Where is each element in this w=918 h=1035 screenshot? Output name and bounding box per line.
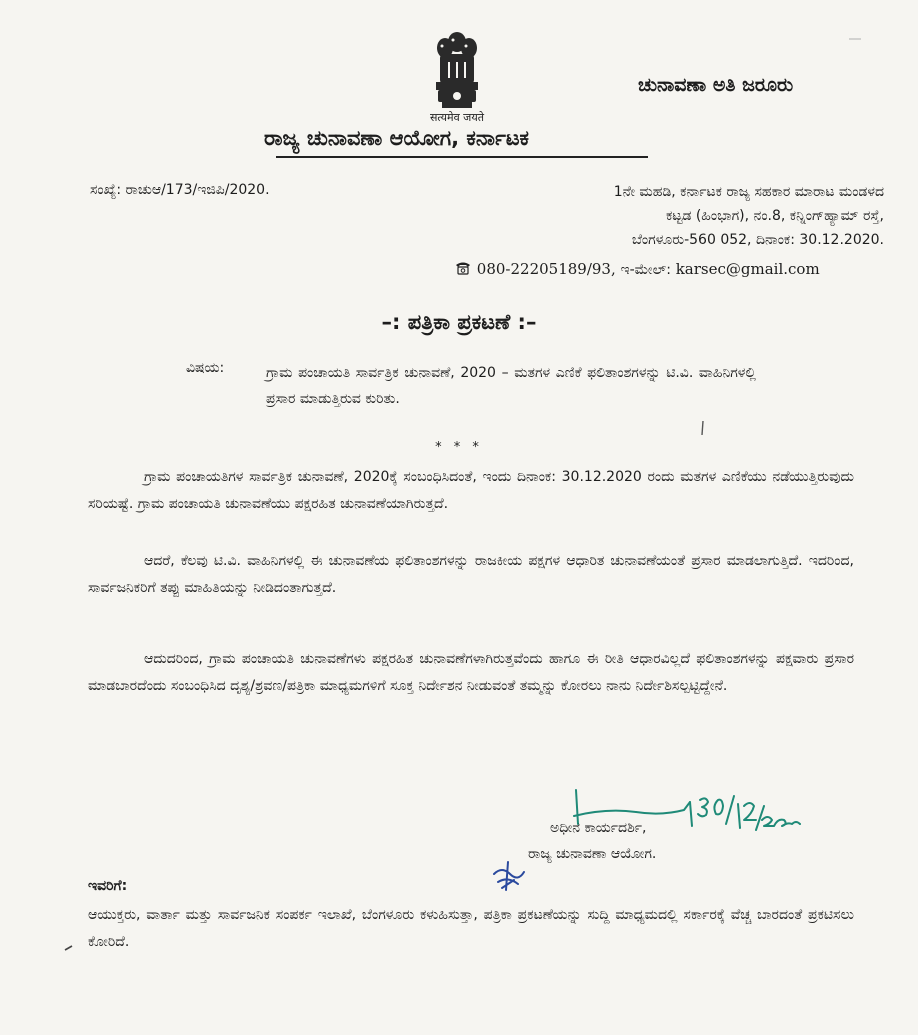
signatory-office: ರಾಜ್ಯ ಚುನಾವಣಾ ಆಯೋಗ. — [528, 846, 657, 862]
commission-name: ರಾಜ್ಯ ಚುನಾವಣಾ ಆಯೋಗ, ಕರ್ನಾಟಕ — [264, 126, 530, 150]
emblem-motto: सत्यमेव जयते — [429, 111, 484, 124]
email-label: ಇ-ಮೇಲ್: — [620, 262, 671, 278]
address-line-2: ಕಟ್ಟಡ (ಹಿಂಭಾಗ), ನಂ.8, ಕನ್ನಿಂಗ್‌ಹ್ಯಾಮ್ ರಸ್ತೆ, — [666, 208, 884, 224]
scan-mark — [64, 944, 74, 952]
office-address — [454, 180, 884, 252]
press-release-title: –: ಪತ್ರಿಕಾ ಪ್ರಕಟಣೆ :– — [381, 310, 537, 334]
reference-number: ಸಂಖ್ಯೆ: ರಾಚುಆ/173/ಇಜಿಪಿ/2020. — [90, 182, 270, 198]
section-separator: * * * — [435, 440, 483, 455]
recipients-label: ಇವರಿಗೆ: — [88, 878, 128, 894]
commission-underline — [276, 156, 648, 158]
phone-number: 080-22205189/93, — [476, 260, 616, 278]
signatory-designation: ಅಧೀನ ಕಾರ್ಯದರ್ಶಿ, — [550, 820, 647, 836]
body-paragraph-1: ಗ್ರಾಮ ಪಂಚಾಯತಿಗಳ ಸಾರ್ವತ್ರಿಕ ಚುನಾವಣೆ, 2020ಕ್ಕೆ ಸಂಬಂಧಿಸಿದಂತೆ, ಇಂದು ದಿನಾಂಕ: 30.12.2020 ರಂದು ಮತಗಳ ಎಣಿಕೆಯು ನಡೆಯುತ್ತಿರುವುದು ಸರಿಯಷ್ಟೆ. ಗ್ರಾಮ ಪಂಚಾಯತಿ ಚುನಾವಣೆಯು ಪಕ್ಷರಹಿತ ಚುನಾವಣೆಯಾಗಿರುತ್ತದೆ. — [88, 469, 854, 512]
scan-mark — [700, 420, 706, 436]
signature-icon — [566, 786, 802, 846]
urgent-label: ಚುನಾವಣಾ ಅತಿ ಜರೂರು — [638, 74, 794, 96]
address-line-3: ಬೆಂಗಳೂರು-560 052, ದಿನಾಂಕ: 30.12.2020. — [631, 232, 884, 248]
email-address: karsec@gmail.com — [675, 260, 820, 278]
subject-label: ವಿಷಯ: — [186, 360, 225, 376]
contact-line — [454, 260, 820, 278]
initials-icon — [488, 860, 528, 896]
state-emblem-icon — [418, 26, 496, 122]
scan-mark — [848, 36, 862, 42]
subject-text: ಗ್ರಾಮ ಪಂಚಾಯತಿ ಸಾರ್ವತ್ರಿಕ ಚುನಾವಣೆ, 2020 – ಮತಗಳ ಎಣಿಕೆ ಫಲಿತಾಂಶಗಳನ್ನು ಟಿ.ವಿ. ವಾಹಿನಿಗಳಲ್ಲಿ ಪ್ರಸಾರ ಮಾಡುತ್ತಿರುವ ಕುರಿತು. — [266, 365, 756, 407]
body-paragraph-3: ಆದುದರಿಂದ, ಗ್ರಾಮ ಪಂಚಾಯತಿ ಚುನಾವಣೆಗಳು ಪಕ್ಷರಹಿತ ಚುನಾವಣೆಗಳಾಗಿರುತ್ತವೆಂದು ಹಾಗೂ ಈ ರೀತಿ ಆಧಾರವಿಲ್ಲದೆ ಫಲಿತಾಂಶಗಳನ್ನು ಪಕ್ಷವಾರು ಪ್ರಸಾರ ಮಾಡಬಾರದೆಂದು ಸಂಬಂಧಿಸಿದ ದೃಶ್ಯ/ಶ್ರವಣ/ಪತ್ರಿಕಾ ಮಾಧ್ಯಮಗಳಿಗೆ ಸೂಕ್ತ ನಿರ್ದೇಶನ ನೀಡುವಂತೆ ತಮ್ಮನ್ನು ಕೋರಲು ನಾನು ನಿರ್ದೇಶಿಸಲ್ಪಟ್ಟಿದ್ದೇನೆ. — [88, 651, 854, 694]
body-paragraph-2: ಆದರೆ, ಕೆಲವು ಟಿ.ವಿ. ವಾಹಿನಿಗಳಲ್ಲಿ ಈ ಚುನಾವಣೆಯ ಫಲಿತಾಂಶಗಳನ್ನು ರಾಜಕೀಯ ಪಕ್ಷಗಳ ಆಧಾರಿತ ಚುನಾವಣೆಯಂತೆ ಪ್ರಸಾರ ಮಾಡಲಾಗುತ್ತಿದೆ. ಇದರಿಂದ, ಸಾರ್ವಜನಿಕರಿಗೆ ತಪ್ಪು ಮಾಹಿತಿಯನ್ನು ನೀಡಿದಂತಾಗುತ್ತದೆ. — [88, 553, 854, 596]
telephone-icon — [454, 261, 472, 275]
recipients-text: ಆಯುಕ್ತರು, ವಾರ್ತಾ ಮತ್ತು ಸಾರ್ವಜನಿಕ ಸಂಪರ್ಕ ಇಲಾಖೆ, ಬೆಂಗಳೂರು ಕಳುಹಿಸುತ್ತಾ, ಪತ್ರಿಕಾ ಪ್ರಕಟಣೆಯನ್ನು ಸುದ್ದಿ ಮಾಧ್ಯಮದಲ್ಲಿ ಸರ್ಕಾರಕ್ಕೆ ವೆಚ್ಚ ಬಾರದಂತೆ ಪ್ರಕಟಿಸಲು ಕೋರಿದೆ. — [88, 907, 854, 950]
address-line-1: 1ನೇ ಮಹಡಿ, ಕರ್ನಾಟಕ ರಾಜ್ಯ ಸಹಕಾರ ಮಾರಾಟ ಮಂಡಳದ — [613, 184, 884, 200]
